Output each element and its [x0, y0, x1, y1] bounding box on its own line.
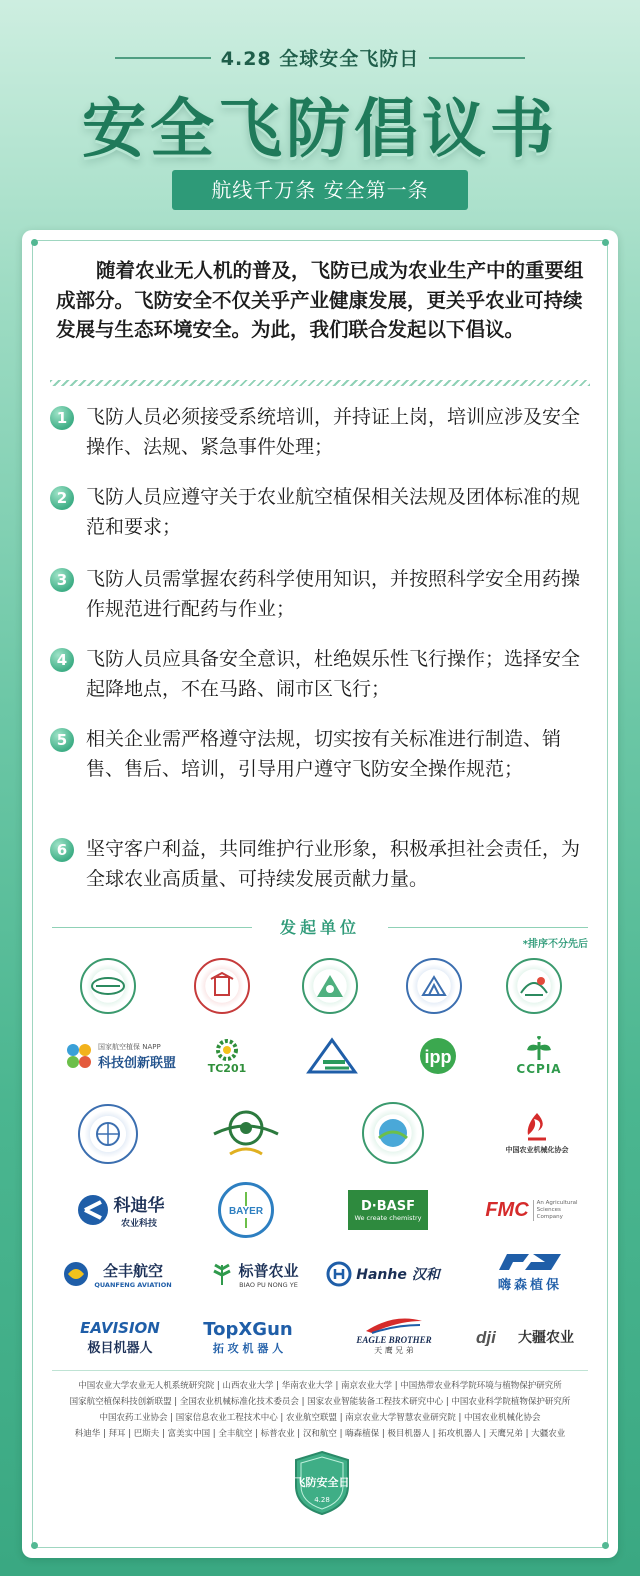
intro-paragraph: 随着农业无人机的普及，飞防已成为农业生产中的重要组成部分。飞防安全不仅关乎产业健康发展，更关乎农业可持续发展与生态环境安全。为此，我们联合发起以下倡议。: [56, 259, 584, 341]
quanfeng-logo: [52, 1254, 182, 1294]
leaf-icon: [523, 1036, 555, 1062]
fmc-tagline: An Agricultural Sciences Company: [533, 1200, 583, 1221]
ccpia-logo: [504, 1030, 574, 1082]
tc201-logo: [200, 1032, 254, 1080]
eagle-brother-logo: [342, 1308, 446, 1364]
footer-divider: [52, 1370, 588, 1371]
eavision-subtitle: 极目机器人: [87, 1340, 153, 1356]
organizer-line: 国家航空植保科技创新联盟 | 全国农业机械标准化技术委员会 | 国家农业智能装备工程技术研究中心 | 中国农业科学院植物保护研究所: [69, 1397, 571, 1407]
fmc-wordmark: FMC: [485, 1198, 529, 1221]
haisen-icon: [495, 1250, 565, 1274]
njau-smart-agri-logo: [362, 1102, 424, 1164]
eavision-logo: [68, 1314, 172, 1360]
number-badge: 1: [50, 406, 74, 430]
napp-logo: [50, 1036, 190, 1076]
number-badge: 3: [50, 568, 74, 592]
eagle-wordmark: EAGLE BROTHER: [356, 1334, 432, 1345]
quanfeng-name: 全丰航空: [102, 1261, 163, 1280]
organizer-line: 中国农药工业协会 | 国家信息农业工程技术中心 | 农业航空联盟 | 南京农业大学智慧农业研究院 | 中国农业机械化协会: [99, 1413, 541, 1423]
corteva-name: 科迪华: [113, 1196, 165, 1216]
event-label: 4.28 全球安全飞防日: [220, 48, 420, 70]
number-badge: 2: [50, 486, 74, 510]
corteva-subtitle: 农业科技: [120, 1219, 157, 1229]
proposal-text: 飞防人员应遵守关于农业航空植保相关法规及团体标准的规范和要求；: [86, 486, 581, 538]
organizer-logos: [22, 230, 618, 1558]
organizer-line: 中国农业大学农业无人机系统研究院 | 山西农业大学 | 华南农业大学 | 南京农业大学 | 中国热带农业科学院环境与植物保护研究所: [78, 1381, 562, 1391]
eavision-wordmark: EAVISION: [80, 1318, 160, 1337]
proposal-text: 相关企业需严格遵守法规，切实按有关标准进行制造、销售、售后、培训，引导用户遵守飞防安全操作规范；: [86, 728, 562, 780]
safety-day-badge: [292, 1450, 352, 1516]
organizer-line: 科迪华 | 拜耳 | 巴斯夫 | 富美实中国 | 全丰航空 | 标普农业 | 汉和航空 | 嗨森植保 | 极目机器人 | 拓攻机器人 | 天鹰兄弟 | 大疆农业: [74, 1429, 566, 1439]
proposal-text: 飞防人员应具备安全意识，杜绝娱乐性飞行操作；选择安全起降地点，不在马路、闹市区飞行；: [86, 648, 581, 700]
divider-line: [115, 57, 211, 59]
haisen-logo: [482, 1248, 578, 1294]
tc201-label: TC201: [207, 1061, 247, 1075]
quanfeng-subtitle: QUANFENG AVIATION: [94, 1280, 172, 1289]
number-badge: 4: [50, 648, 74, 672]
hanhe-wordmark: Hanhe 汉和: [356, 1267, 440, 1283]
proposal-text: 飞防人员必须接受系统培训，并持证上岗，培训应涉及安全操作、法规、紧急事件处理；: [86, 406, 581, 458]
aviation-alliance-logo: [208, 1102, 284, 1164]
napp-icon: [64, 1041, 94, 1071]
topxgun-subtitle: 拓 攻 机 器 人: [212, 1341, 284, 1355]
ccpia-label: CCPIA: [516, 1062, 562, 1076]
catas-logo: [506, 958, 562, 1014]
quanfeng-icon: [62, 1260, 90, 1288]
number-badge: 5: [50, 728, 74, 752]
topxgun-wordmark: TopXGun: [203, 1318, 293, 1340]
nercita-logo: [302, 1032, 362, 1080]
scau-logo: [302, 958, 358, 1014]
basf-tagline: We create chemistry: [354, 1213, 422, 1222]
proposal-text: 坚守客户利益，共同维护行业形象，积极承担社会责任，为全球农业高质量、可持续发展贡献力量。: [86, 838, 581, 890]
page-title: 安全飞防倡议书: [82, 93, 558, 167]
hanhe-logo: [318, 1258, 448, 1290]
bayer-wordmark: BAYER: [228, 1206, 264, 1217]
njau-logo: [406, 958, 462, 1014]
dji-icon: [476, 1328, 514, 1346]
bayer-logo: [218, 1182, 274, 1238]
hanhe-icon: [326, 1261, 352, 1287]
svg-text:dji: dji: [476, 1328, 496, 1346]
agmach-logo: [490, 1102, 584, 1164]
divider-line: [429, 57, 525, 59]
eagle-subtitle: 天 鹰 兄 弟: [374, 1345, 414, 1355]
biaopu-name: 标普农业: [238, 1261, 299, 1280]
basf-logo: [348, 1190, 428, 1230]
gear-icon: [211, 1038, 243, 1062]
badge-date: 4.28: [314, 1496, 330, 1504]
ipp-logo: [412, 1034, 464, 1078]
netcia-logo: [78, 1104, 138, 1164]
corteva-logo: [50, 1188, 190, 1232]
agmach-label: 中国农业机械化协会: [505, 1146, 569, 1154]
order-note: *排序不分先后: [522, 939, 588, 950]
wheat-icon: [209, 1261, 235, 1287]
cau-logo: [80, 958, 136, 1014]
dji-logo: [470, 1322, 580, 1352]
haisen-name: 嗨森植保: [497, 1277, 562, 1293]
topxgun-logo: [192, 1314, 304, 1360]
badge-title: 飞防安全日: [294, 1476, 350, 1489]
header: [0, 0, 640, 232]
event-subtitle: [0, 44, 640, 71]
number-badge: 6: [50, 838, 74, 862]
svg-text:ipp: ipp: [424, 1047, 452, 1067]
napp-name: 科技创新联盟: [97, 1055, 176, 1071]
dji-name: 大疆农业: [518, 1330, 574, 1346]
biaopu-subtitle: BIAO PU NONG YE: [239, 1280, 298, 1289]
fmc-logo: [474, 1192, 594, 1228]
napp-subtitle: 国家航空植保 NAPP: [97, 1042, 161, 1051]
flame-icon: [522, 1111, 552, 1145]
proposal-text: 飞防人员需掌握农药科学使用知识，并按照科学安全用药操作规范进行配药与作业；: [86, 568, 581, 620]
slogan-banner: 航线千万条 安全第一条: [172, 170, 468, 210]
biaopu-logo: [190, 1254, 318, 1294]
proposal-card: [22, 230, 618, 1558]
corteva-icon: [76, 1193, 110, 1227]
wing-icon: [364, 1317, 424, 1335]
organizer-list: [42, 1378, 598, 1442]
organizers-title: 发起单位: [279, 918, 360, 937]
basf-wordmark: D·BASF: [361, 1198, 415, 1214]
sxau-logo: [194, 958, 250, 1014]
